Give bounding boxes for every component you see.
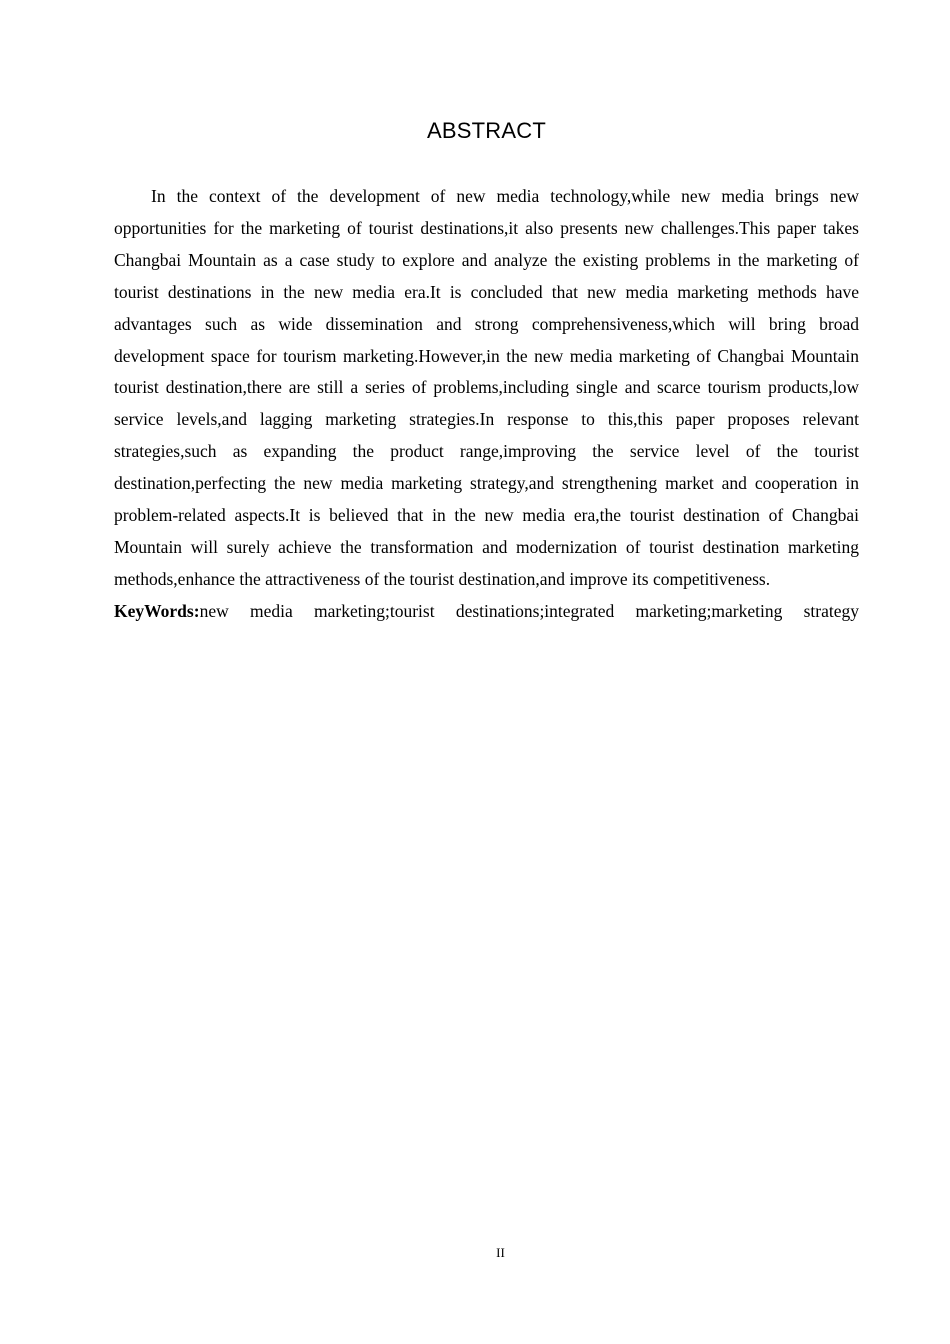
abstract-body <box>114 181 859 628</box>
keywords-label: KeyWords: <box>114 600 200 621</box>
keywords-line <box>114 596 859 628</box>
page-number: II <box>496 1245 505 1260</box>
abstract-title: ABSTRACT <box>427 118 546 143</box>
abstract-paragraph: In the context of the development of new media technology,while new media brings new opportunities for the marketing of tourist destinations,it also presents new challenges.This paper takes Changbai Mountain as a case study to explore and analyze the existing problems in the marketing of tourist destinations in the new media era.It is concluded that new media marketing methods have advantages such as wide dissemination and strong comprehensiveness,which will bring broad development space for tourism marketing.However,in the new media marketing of Changbai Mountain tourist destination,there are still a series of problems,including single and scarce tourism products,low service levels,and lagging marketing strategies.In response to this,this paper proposes relevant strategies,such as expanding the product range,improving the service level of the tourist destination,perfecting the new media marketing strategy,and strengthening market and cooperation in problem-related aspects.It is believed that in the new media era,the tourist destination of Changbai Mountain will surely achieve the transformation and modernization of tourist destination marketing methods,enhance the attractiveness of the tourist destination,and improve its competitiveness. <box>114 186 859 589</box>
keywords-text: new media marketing;tourist destinations;integrated marketing;marketing strategy <box>199 600 859 621</box>
